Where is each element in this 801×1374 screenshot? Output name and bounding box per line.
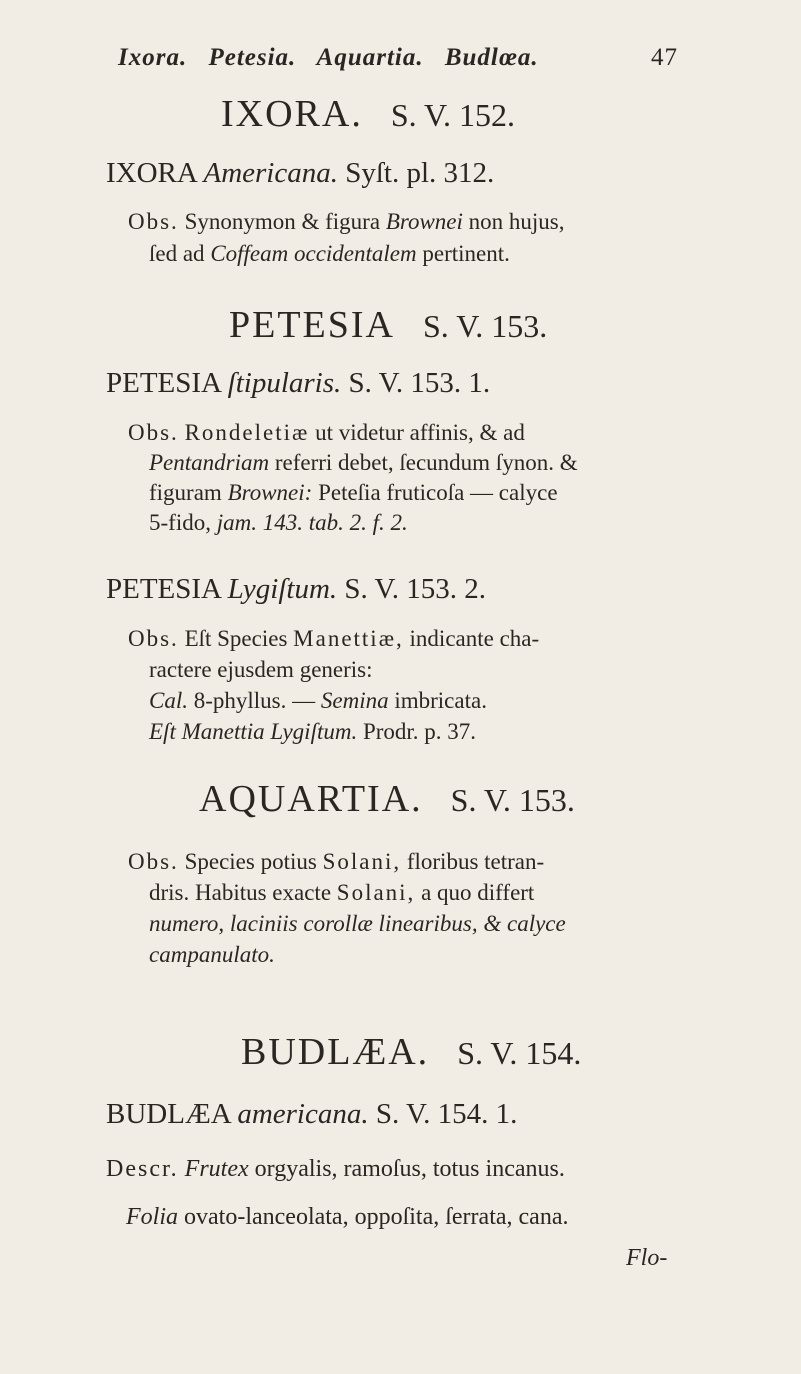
petesia-sp1-obs-pentandria: Pentandriam: [149, 450, 270, 475]
budlaea-descr-frutex: Frutex: [184, 1156, 249, 1182]
running-head-ixora: Ixora.: [118, 44, 188, 71]
petesia-sp2-ref: S. V. 153. 2.: [344, 573, 486, 605]
petesia-sp1-ref: S. V. 153. 1.: [348, 367, 491, 399]
ixora-heading-title: IXORA.: [221, 93, 363, 135]
petesia-sp1-obs-text: ut videtur affinis, & ad: [315, 420, 525, 445]
budlaea-descr-line-1: [106, 1154, 565, 1184]
aquartia-obs-text: Species potius: [184, 849, 317, 874]
petesia-heading-ref: S. V. 153.: [423, 308, 548, 344]
petesia-sp2-obs-text: Eſt Species: [184, 626, 288, 651]
ixora-obs-text: non hujus,: [468, 209, 565, 234]
aquartia-obs-text: a quo differt: [421, 880, 535, 905]
aquartia-obs-text: floribus tetran-: [406, 849, 545, 874]
petesia-sp2-obs-manettia: Manettiæ,: [293, 626, 404, 651]
petesia-sp2-obs-line-2: ractere ejusdem generis:: [149, 657, 373, 682]
petesia-sp1-obs-text: Peteſia fruticoſa — calyce: [318, 480, 558, 505]
petesia-sp1-obs-label: Obs.: [128, 420, 179, 445]
budlaea-heading-title: BUDLÆA.: [241, 1031, 430, 1073]
aquartia-heading-title: AQUARTIA.: [199, 778, 423, 820]
catchword: Flo-: [626, 1245, 668, 1271]
page-number: 47: [651, 44, 678, 71]
ixora-heading: [221, 92, 515, 136]
petesia-sp1-obs-text: figuram: [149, 480, 222, 505]
ixora-obs-text: pertinent.: [422, 241, 510, 266]
petesia-heading: [229, 303, 547, 347]
petesia-sp2-est: Eſt Manettia Lygiſtum.: [149, 719, 358, 744]
petesia-sp2-genus: PETESIA: [106, 573, 221, 605]
petesia-sp1-obs-line-1: [128, 418, 525, 448]
petesia-sp1-obs-citation: jam. 143. tab. 2. f. 2.: [216, 510, 408, 535]
budlaea-descr-text: orgyalis, ramoſus, totus incanus.: [254, 1156, 565, 1182]
budlaea-heading: [241, 1030, 581, 1074]
budlaea-descr-line-2: [126, 1202, 568, 1232]
aquartia-obs-label: Obs.: [128, 849, 179, 874]
ixora-species-ref: Syſt. pl. 312.: [345, 157, 495, 189]
petesia-sp2-obs-label: Obs.: [128, 626, 179, 651]
ixora-obs-coffea: Coffeam occidentalem: [210, 241, 417, 266]
ixora-americana-entry: [106, 157, 494, 190]
petesia-sp1-obs-line-2: [149, 448, 578, 478]
budlaea-descr-label: Descr.: [106, 1156, 179, 1182]
petesia-sp2-semina-label: Semina: [320, 688, 389, 713]
petesia-sp2-cal-label: Cal.: [149, 688, 188, 713]
ixora-obs-text: ſed ad: [149, 241, 205, 266]
petesia-sp1-epithet: ſtipularis.: [227, 367, 342, 399]
budlaea-descr-folia: Folia: [126, 1204, 178, 1230]
ixora-obs-line-1: [128, 207, 565, 237]
aquartia-obs-text: dris. Habitus exacte: [149, 880, 332, 905]
petesia-sp1-genus: PETESIA: [106, 367, 221, 399]
ixora-obs-label: Obs.: [128, 209, 179, 234]
petesia-sp2-obs-text: indicante cha-: [409, 626, 540, 651]
budlaea-species-epithet: americana.: [237, 1098, 369, 1130]
aquartia-obs-solanum: Solani,: [322, 849, 402, 874]
petesia-sp1-obs-rondeletia: Rondeletiæ: [184, 420, 310, 445]
ixora-species-genus: IXORA: [106, 157, 197, 189]
aquartia-obs-line-1: [128, 847, 544, 877]
running-head-petesia: Petesia.: [208, 44, 297, 71]
budlaea-heading-ref: S. V. 154.: [457, 1035, 582, 1071]
petesia-sp1-obs-brownei: Brownei:: [227, 480, 313, 505]
ixora-obs-brownei: Brownei: [385, 209, 463, 234]
aquartia-obs-line-3: numero, laciniis corollæ linearibus, & calyce: [149, 911, 566, 936]
petesia-lygistum-entry: [106, 573, 486, 606]
petesia-sp1-obs-text: 5-fido,: [149, 510, 211, 535]
petesia-sp2-est-line: [149, 717, 476, 747]
budlaea-descr-text: ovato-lanceolata, oppoſita, ſerrata, cana.: [184, 1204, 569, 1230]
running-head-budlaea: Budlœa.: [444, 44, 539, 71]
petesia-sp1-obs-line-3: [149, 478, 558, 508]
ixora-heading-ref: S. V. 152.: [390, 97, 516, 133]
running-head-aquartia: Aquartia.: [316, 44, 424, 71]
ixora-obs-text: Synonymon & figura: [184, 209, 381, 234]
aquartia-obs-line-4: campanulato.: [149, 942, 275, 967]
budlaea-americana-entry: [106, 1098, 517, 1131]
ixora-obs-line-2: [149, 239, 510, 269]
running-head: [118, 44, 678, 72]
petesia-heading-title: PETESIA: [229, 304, 395, 346]
aquartia-obs-solanum: Solani,: [336, 880, 416, 905]
petesia-sp1-obs-text: referri debet, ſecundum ſynon. &: [274, 450, 578, 475]
petesia-sp1-obs-line-4: [149, 508, 408, 538]
petesia-sp2-epithet: Lygiſtum.: [227, 573, 338, 605]
aquartia-heading-ref: S. V. 153.: [450, 782, 575, 818]
petesia-sp2-prodr: Prodr. p. 37.: [362, 719, 477, 744]
petesia-sp2-semina-text: imbricata.: [394, 688, 487, 713]
petesia-stipularis-entry: [106, 367, 490, 400]
ixora-species-epithet: Americana.: [203, 157, 338, 189]
budlaea-species-ref: S. V. 154. 1.: [375, 1098, 518, 1130]
petesia-sp2-cal-text: 8-phyllus. —: [193, 688, 316, 713]
petesia-sp2-cal-line: [149, 686, 487, 716]
budlaea-species-genus: BUDLÆA: [106, 1098, 231, 1130]
aquartia-heading: [199, 777, 575, 821]
petesia-sp2-obs-line-1: [128, 624, 539, 654]
aquartia-obs-line-2: [149, 878, 534, 908]
